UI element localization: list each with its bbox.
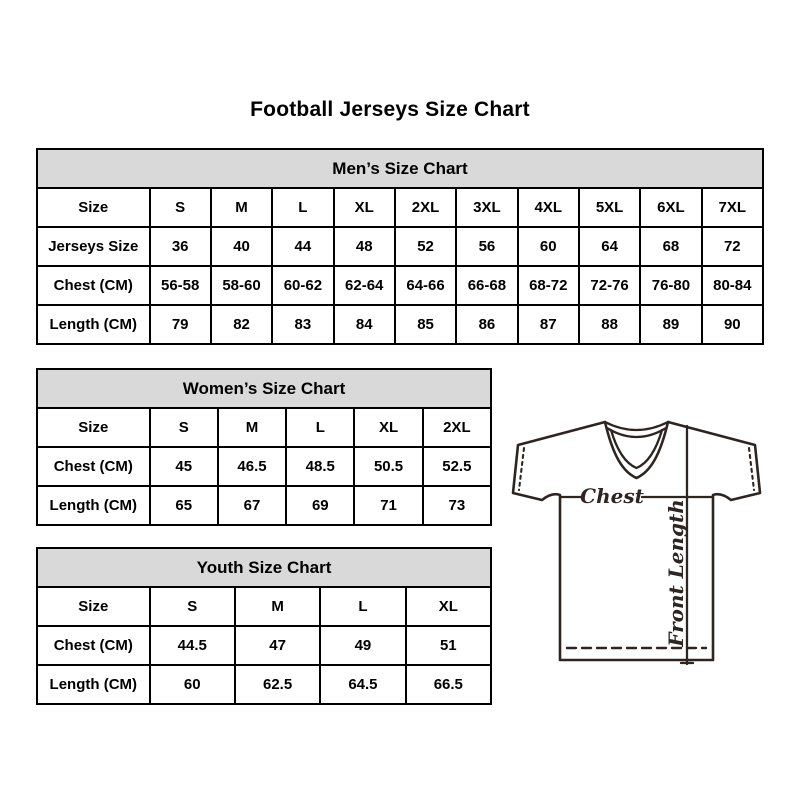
value-cell: 52.5 [423, 447, 491, 486]
value-cell: 48 [334, 227, 395, 266]
womens-table-title: Women’s Size Chart [37, 369, 491, 408]
value-cell: 67 [218, 486, 286, 525]
value-cell: 46.5 [218, 447, 286, 486]
value-cell: 60-62 [272, 266, 333, 305]
value-cell: 71 [354, 486, 422, 525]
value-cell: 60 [150, 665, 235, 704]
value-cell: 52 [395, 227, 456, 266]
value-cell: 51 [406, 626, 491, 665]
value-cell: 7XL [702, 188, 763, 227]
youth-size-table [36, 547, 492, 705]
row-label-cell: Size [37, 408, 150, 447]
value-cell: 48.5 [286, 447, 354, 486]
value-cell: 5XL [579, 188, 640, 227]
value-cell: 73 [423, 486, 491, 525]
value-cell: 90 [702, 305, 763, 344]
table-row [37, 626, 491, 665]
value-cell: 6XL [640, 188, 701, 227]
page-title: Football Jerseys Size Chart [250, 98, 530, 121]
row-label-cell: Size [37, 587, 150, 626]
row-label-cell: Length (CM) [37, 486, 150, 525]
table-header-row [37, 369, 491, 408]
table-row [37, 587, 491, 626]
value-cell: L [272, 188, 333, 227]
value-cell: 56-58 [150, 266, 211, 305]
mens-table-title: Men’s Size Chart [37, 149, 763, 188]
table-row [37, 227, 763, 266]
table-row [37, 188, 763, 227]
value-cell: 2XL [423, 408, 491, 447]
table-row [37, 408, 491, 447]
value-cell: 82 [211, 305, 272, 344]
value-cell: 58-60 [211, 266, 272, 305]
right-cuff-dashed-line [749, 448, 754, 490]
value-cell: 40 [211, 227, 272, 266]
value-cell: 68 [640, 227, 701, 266]
value-cell: 62-64 [334, 266, 395, 305]
value-cell: 85 [395, 305, 456, 344]
value-cell: S [150, 408, 218, 447]
jersey-outline [513, 422, 760, 660]
value-cell: 47 [235, 626, 320, 665]
value-cell: 44 [272, 227, 333, 266]
table-row [37, 305, 763, 344]
table-header-row [37, 548, 491, 587]
value-cell: 84 [334, 305, 395, 344]
table-row [37, 447, 491, 486]
value-cell: M [235, 587, 320, 626]
womens-size-table [36, 368, 492, 526]
table-row [37, 665, 491, 704]
value-cell: 60 [518, 227, 579, 266]
row-label-cell: Size [37, 188, 150, 227]
value-cell: 66.5 [406, 665, 491, 704]
value-cell: S [150, 587, 235, 626]
value-cell: 49 [320, 626, 405, 665]
value-cell: 64 [579, 227, 640, 266]
value-cell: L [320, 587, 405, 626]
value-cell: 72 [702, 227, 763, 266]
table-header-row [37, 149, 763, 188]
value-cell: 76-80 [640, 266, 701, 305]
value-cell: XL [406, 587, 491, 626]
value-cell: 45 [150, 447, 218, 486]
value-cell: 86 [456, 305, 517, 344]
table-row [37, 486, 491, 525]
chest-label: Chest [580, 484, 644, 508]
value-cell: 2XL [395, 188, 456, 227]
table-row [37, 266, 763, 305]
jersey-measurement-diagram [505, 398, 775, 668]
value-cell: L [286, 408, 354, 447]
value-cell: 4XL [518, 188, 579, 227]
value-cell: 64.5 [320, 665, 405, 704]
row-label-cell: Chest (CM) [37, 626, 150, 665]
value-cell: 83 [272, 305, 333, 344]
value-cell: 44.5 [150, 626, 235, 665]
value-cell: 69 [286, 486, 354, 525]
value-cell: 3XL [456, 188, 517, 227]
value-cell: 88 [579, 305, 640, 344]
row-label-cell: Chest (CM) [37, 266, 150, 305]
value-cell: 50.5 [354, 447, 422, 486]
value-cell: XL [354, 408, 422, 447]
value-cell: 65 [150, 486, 218, 525]
value-cell: 79 [150, 305, 211, 344]
value-cell: M [218, 408, 286, 447]
value-cell: 36 [150, 227, 211, 266]
value-cell: 62.5 [235, 665, 320, 704]
value-cell: 56 [456, 227, 517, 266]
mens-size-table [36, 148, 764, 345]
left-cuff-dashed-line [519, 448, 524, 490]
value-cell: 87 [518, 305, 579, 344]
value-cell: 68-72 [518, 266, 579, 305]
row-label-cell: Jerseys Size [37, 227, 150, 266]
value-cell: S [150, 188, 211, 227]
row-label-cell: Length (CM) [37, 665, 150, 704]
value-cell: 89 [640, 305, 701, 344]
row-label-cell: Chest (CM) [37, 447, 150, 486]
value-cell: M [211, 188, 272, 227]
front-length-label: Front Length [664, 499, 688, 647]
row-label-cell: Length (CM) [37, 305, 150, 344]
value-cell: XL [334, 188, 395, 227]
value-cell: 72-76 [579, 266, 640, 305]
value-cell: 80-84 [702, 266, 763, 305]
value-cell: 64-66 [395, 266, 456, 305]
value-cell: 66-68 [456, 266, 517, 305]
youth-table-title: Youth Size Chart [37, 548, 491, 587]
collar-back-arc [605, 422, 668, 430]
